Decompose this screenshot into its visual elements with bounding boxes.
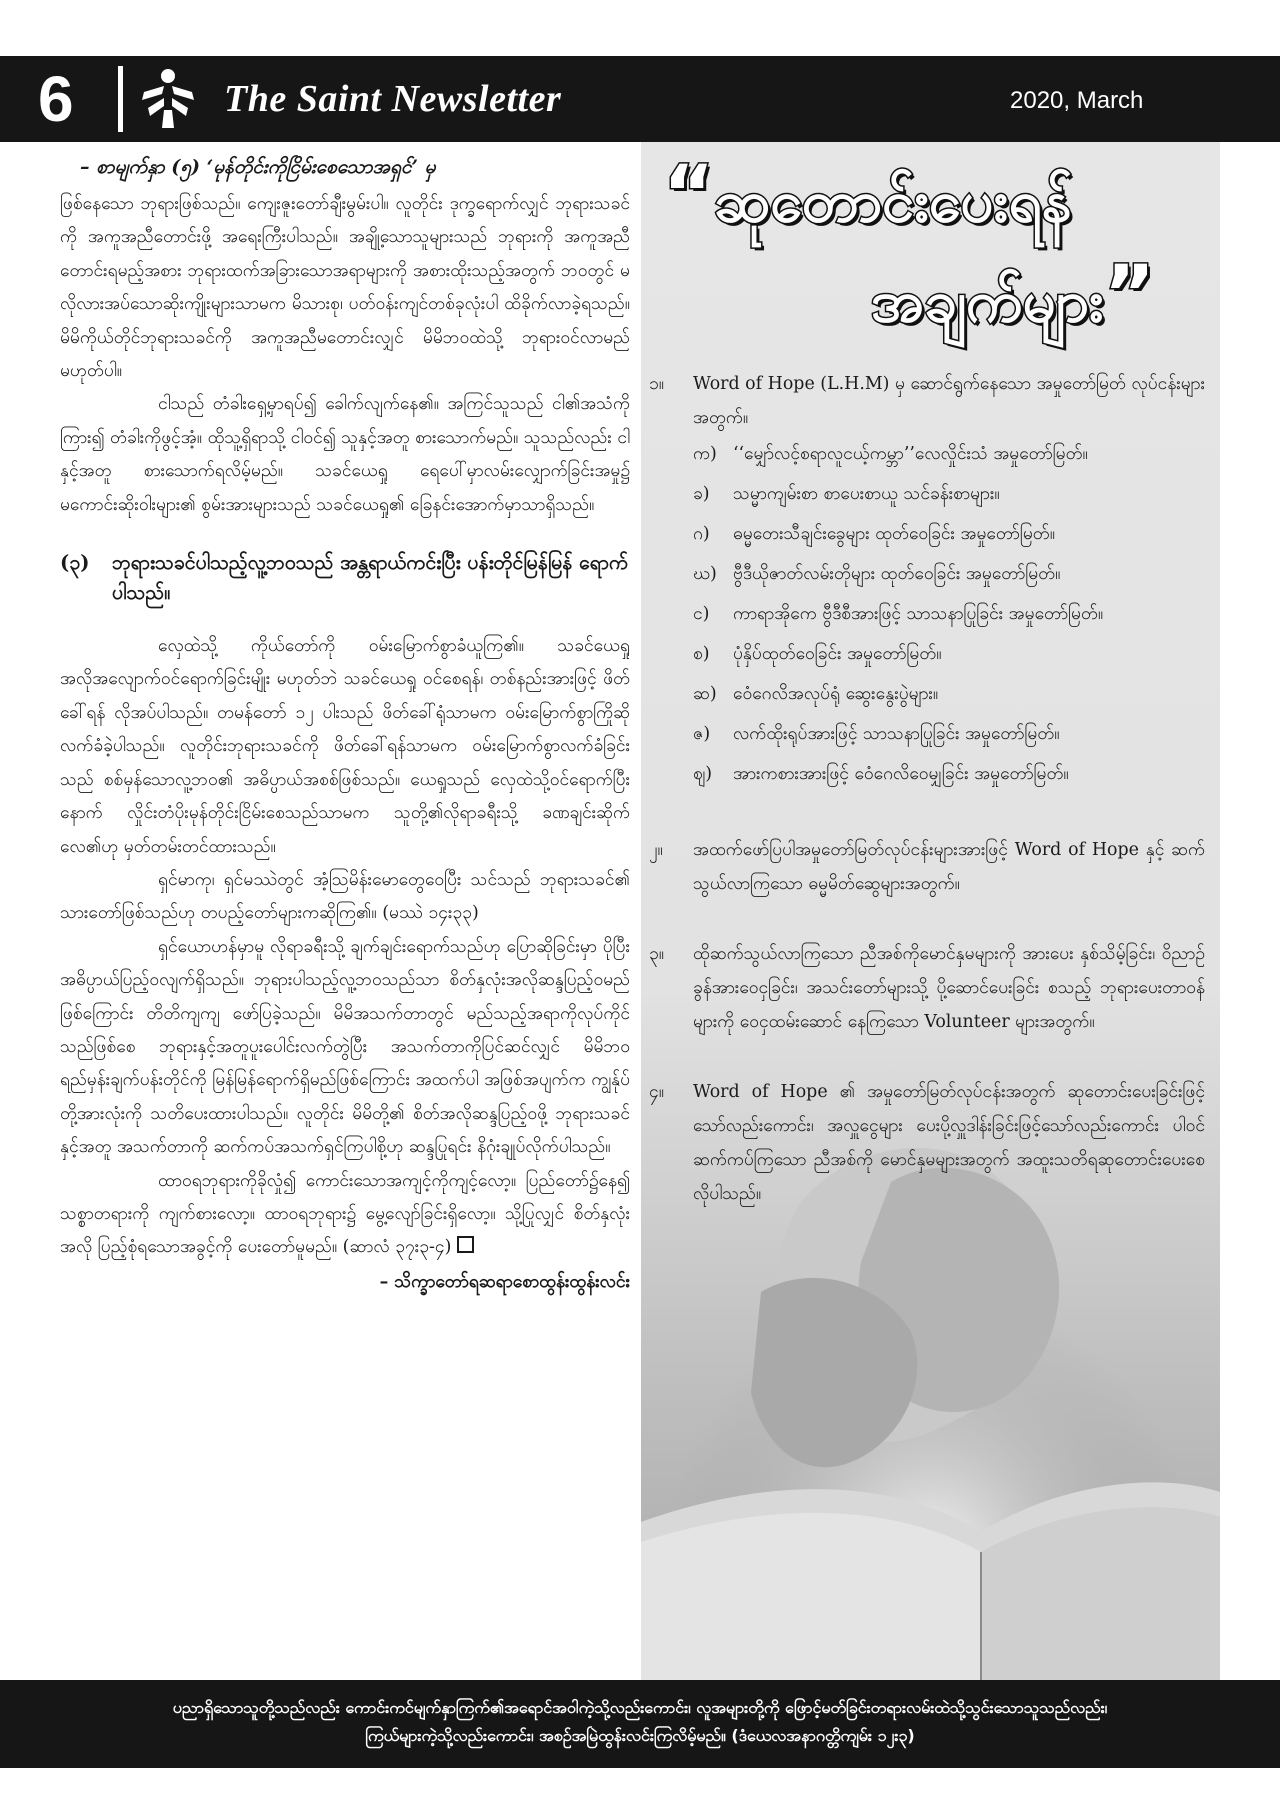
section-title: ဘုရားသခင်ပါသည့်လူ့ဘဝသည် အန္တရာယ်ကင်းပြီး ပန်းတိုင်မြန်မြန် ရောက်ပါသည်။	[112, 551, 629, 605]
footer-verse-line-1: ပညာရှိသောသူတို့သည်လည်း ကောင်းကင်မျက်နှာကြက်၏အရောင်အဝါကဲ့သို့လည်းကောင်း၊ လူအများတို့ကို ဖြောင့်မတ်ခြင်းတရားလမ်းထဲသို့သွင်းသောသူသည်လည်း၊	[172, 1698, 1108, 1717]
subitem: ဂ) ဓမ္မတေးသီချင်းခွေများ ထုတ်ဝေခြင်း အမှုတော်မြတ်။	[693, 524, 1055, 544]
prayer-request-item	[649, 937, 1205, 1039]
continued-from-line: – စာမျက်နှာ (၅) ‘မုန်တိုင်းကိုငြိမ်းစေသောအရှင်’ မှ	[80, 156, 436, 178]
subitem: ဃ) ဗွီဒီယိုဇာတ်လမ်းတိုများ ထုတ်ဝေခြင်း အမှုတော်မြတ်။	[693, 564, 1061, 584]
prayer-requests-title	[641, 142, 1220, 362]
request-text: ထိုဆက်သွယ်လာကြသော ညီအစ်ကိုမောင်နှမများကို အားပေး နှစ်သိမ့်ခြင်း၊ ဝိညာဉ်ခွန်အားဝေငှခြင်း၊ အသင်းတော်များသို့ ပို့ဆောင်ပေးခြင်း စသည့် ဘုရားပေးတာဝန်များကို ဝေငှထမ်းဆောင် နေကြသော Volunteer များအတွက်။	[693, 944, 1205, 1032]
article-paragraph: ငါသည် တံခါးရှေ့မှာရပ်၍ ခေါက်လျက်နေ၏။ အကြင်သူသည် ငါ၏အသံကိုကြား၍ တံခါးကိုဖွင့်အံ့။ ထိုသူ့ရှိရာသို့ ငါဝင်၍ သူနှင့်အတူ စားသောက်မည်။ သူသည်လည်း ငါနှင့်အတူ စားသောက်ရလိမ့်မည်။ သခင်ယေရှု ရေပေါ်မှာလမ်းလျှောက်ခြင်းအမှု၌ မကောင်းဆိုးဝါးများ၏ စွမ်းအားများသည် သခင်ယေရှု၏ ခြေနင်းအောက်မှာသာရှိသည်။	[60, 394, 630, 515]
subitem: င) ကာရာအိုကေ ဗွီဒီစီအားဖြင့် သာသနာပြုခြင်း အမှုတော်မြတ်။	[693, 604, 1104, 624]
request-number: ၄။	[649, 1082, 665, 1102]
footer-verse	[0, 1680, 1280, 1768]
request-text: Word of Hope (L.H.M) မှ ဆောင်ရွက်နေသော အမှုတော်မြတ် လုပ်ငန်းများအတွက်။	[693, 374, 1205, 428]
article-paragraph	[60, 1165, 630, 1265]
newsletter-title: The Saint Newsletter	[224, 78, 562, 120]
page-header	[0, 56, 1280, 142]
page-number: 6	[38, 63, 74, 135]
subitem: ဇ) လက်ထိုးရုပ်အားဖြင့် သာသနာပြုခြင်း အမှုတော်မြတ်။	[693, 724, 1060, 744]
end-of-article-icon	[457, 1236, 474, 1253]
request-number: ၂။	[649, 840, 663, 860]
prayer-requests-panel	[641, 142, 1220, 1680]
author-signature: – သိက္ခာတော်ရဆရာစောထွန်းထွန်းလင်း	[379, 1271, 630, 1292]
request-text: အထက်ဖော်ပြပါအမှုတော်မြတ်လုပ်ငန်းများအားဖြင့် Word of Hope နှင့် ဆက်သွယ်လာကြသော ဓမ္မမိတ်ဆွေများအတွက်။	[693, 840, 1205, 894]
prayer-request-item	[649, 1075, 1205, 1211]
subitem: စ) ပုံနှိပ်ထုတ်ဝေခြင်း အမှုတော်မြတ်။	[693, 644, 942, 664]
issue-date: 2020, March	[1010, 87, 1144, 114]
article-paragraph: လှေထဲသို့ ကိုယ်တော်ကို ဝမ်းမြောက်စွာခံယူကြ၏။ သခင်ယေရှု အလိုအလျောက်ဝင်ရောက်ခြင်းမျိုး မဟုတ်ဘဲ သခင်ယေရှု ဝင်စေရန်၊ တစ်နည်းအားဖြင့် ဖိတ်ခေါ်ရန် လိုအပ်ပါသည်။ တမန်တော် ၁၂ ပါးသည် ဖိတ်ခေါ်ရုံသာမက ဝမ်းမြောက်စွာကြိုဆိုလက်ခံခဲ့ပါသည်။ လူတိုင်းဘုရားသခင်ကို ဖိတ်ခေါ်ရန်သာမက ဝမ်းမြောက်စွာလက်ခံခြင်းသည် စစ်မှန်သောလူ့ဘဝ၏ အဓိပ္ပာယ်အစစ်ဖြစ်သည်။ ယေရှုသည် လှေထဲသို့ဝင်ရောက်ပြီးနောက် လှိုင်းတံပိုးမုန်တိုင်းငြိမ်းစေသည်သာမက သူတို့၏လိုရာခရီးသို့ ခဏချင်းဆိုက်လေ၏ဟု မှတ်တမ်းတင်ထားသည်။	[60, 636, 630, 857]
request-number: ၃။	[649, 944, 665, 964]
prayer-request-item	[649, 367, 1205, 797]
subitem: ခ) သမ္မာကျမ်းစာ စာပေးစာယူ သင်ခန်းစာများ။	[693, 484, 1000, 504]
open-quote-icon: “	[663, 150, 715, 240]
request-number: ၁။	[649, 374, 665, 394]
article-paragraph: ဖြစ်နေသော ဘုရားဖြစ်သည်။ ကျေးဇူးတော်ချီးမွမ်းပါ။ လူတိုင်း ဒုက္ခရောက်လျှင် ဘုရားသခင်ကို အကူအညီတောင်းဖို့ အရေးကြီးပါသည်။ အချို့သောသူများသည် ဘုရားကို အကူအညီတောင်းရမည့်အစား ဘုရားထက်အခြားသောအရာများကို အစားထိုးသည့်အတွက် ဘဝတွင် မလိုလားအပ်သောဆိုးကျိုးများသာမက မိသားစု၊ ပတ်ဝန်းကျင်တစ်ခုလုံးပါ ထိခိုက်လာခဲ့ရသည်။ မိမိကိုယ်တိုင်ဘုရားသခင်ကို အကူအညီမတောင်းလျှင် မိမိဘဝထဲသို့ ဘုရားဝင်လာမည်မဟုတ်ပါ။	[60, 194, 630, 382]
saint-logo-icon	[134, 64, 202, 132]
article-paragraph: ရှင်ယောဟန်မှာမူ လိုရာခရီးသို့ ချက်ချင်းရောက်သည်ဟု ပြောဆိုခြင်းမှာ ပိုပြီးအဓိပ္ပာယ်ပြည့်ဝလျက်ရှိသည်။ ဘုရားပါသည့်လူ့ဘဝသည်သာ စိတ်နှလုံးအလိုဆန္ဒပြည့်ဝမည်ဖြစ်ကြောင်း တိတိကျကျ ဖော်ပြခဲ့သည်။ မိမိအသက်တာတွင် မည်သည့်အရာကိုလုပ်ကိုင်သည်ဖြစ်စေ ဘုရားနှင့်အတူပူးပေါင်းလက်တွဲပြီး အသက်တာကိုပြင်ဆင်လျှင် မိမိဘဝရည်မှန်းချက်ပန်းတိုင်ကို မြန်မြန်ရောက်ရှိမည်ဖြစ်ကြောင်း အထက်ပါ အဖြစ်အပျက်က ကျွန်ုပ်တို့အားလုံးကို သတိပေးထားပါသည်။ လူတိုင်း မိမိတို့၏ စိတ်အလိုဆန္ဒပြည့်ဝဖို့ ဘုရားသခင်နှင့်အတူ အသက်တာကို ဆက်ကပ်အသက်ရှင်ကြပါစို့ဟု ဆန္ဒပြုရင်း နိဂုံးချုပ်လိုက်ပါသည်။	[60, 936, 630, 1158]
footer-verse-line-2: ကြယ်များကဲ့သို့လည်းကောင်း၊ အစဉ်အမြဲထွန်းလင်းကြလိမ့်မည်။ (ဒံယေလအနာဂတ္တိကျမ်း ၁၂း၃)	[365, 1726, 915, 1745]
subitem: ဈ) အားကစားအားဖြင့် ဝေံဂေလိဝေမျှခြင်း အမှုတော်မြတ်။	[693, 764, 1069, 784]
article-column	[60, 152, 630, 1674]
section-number: (၃)	[60, 551, 90, 575]
request-text: Word of Hope ၏ အမှုတော်မြတ်လုပ်ငန်းအတွက် ဆုတောင်းပေးခြင်းဖြင့်သော်လည်းကောင်း၊ အလှူငွေများ ပေးပို့လှူဒါန်းခြင်းဖြင့်သော်လည်းကောင်း ပါဝင်ဆက်ကပ်ကြသော ညီအစ်ကို မောင်နှမများအတွက် အထူးသတိရဆုတောင်းပေးစေလိုပါသည်။	[693, 1082, 1205, 1204]
title-line-2: အချက်များ”	[871, 250, 1155, 340]
prayer-request-item	[649, 833, 1205, 901]
closing-verse: ထာဝရဘုရားကိုခိုလှုံ၍ ကောင်းသောအကျင့်ကိုကျင့်လော့။ ပြည်တော်၌နေ၍ သစ္စာတရားကို ကျက်စားလော့။ ထာဝရဘုရား၌ မွေ့လျော်ခြင်းရှိလော့။ သို့ပြုလျှင် စိတ်နှလုံးအလို ပြည့်စုံရသောအခွင့်ကို ပေးတော်မူမည်။ (ဆာလံ ၃၇း၃-၄)	[60, 1170, 630, 1258]
title-line-1: “ဆုတောင်းပေးရန်	[663, 150, 1072, 240]
prayer-request-list	[649, 367, 1205, 1247]
close-quote-icon: ”	[1103, 250, 1155, 340]
article-paragraph: ရှင်မာကု၊ ရှင်မဿဲတွင် အံ့သြမိန်းမောတွေဝေပြီး သင်သည် ဘုရားသခင်၏ သားတော်ဖြစ်သည်ဟု တပည့်တော်များကဆိုကြ၏။ (မဿဲ ၁၄း၃၃)	[60, 869, 630, 924]
subitem: ဆ) ဝေံဂေလိအလုပ်ရုံ ဆွေးနွေးပွဲများ။	[693, 684, 939, 704]
request-subitems	[693, 437, 1205, 791]
subitem: က) ‘‘မျှော်လင့်စရာလူငယ့်ကမ္ဘာ’’လေလှိုင်းသံ အမှုတော်မြတ်။	[693, 444, 1088, 464]
section-heading	[60, 548, 630, 608]
header-divider	[118, 66, 123, 132]
